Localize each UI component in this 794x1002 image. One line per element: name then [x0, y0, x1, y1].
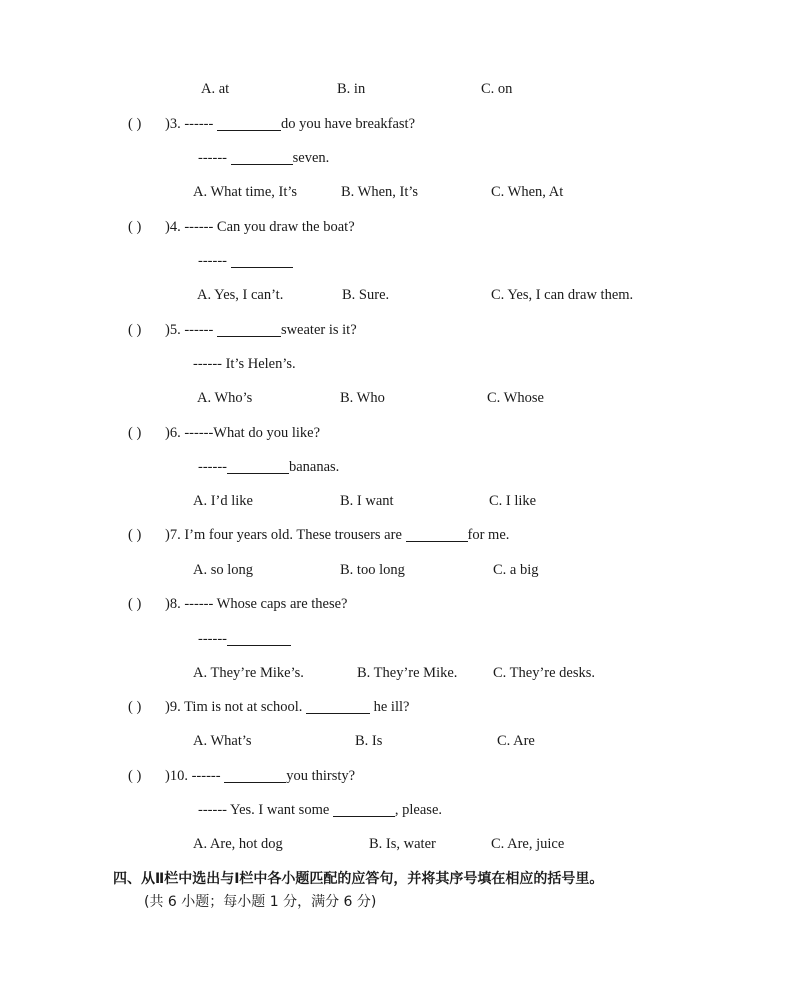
section-4-heading: 四、从Ⅱ栏中选出与Ⅰ栏中各小题匹配的应答句，并将其序号填在相应的括号里。 [113, 871, 604, 887]
q8-answer-bracket[interactable]: ( ) [128, 596, 142, 612]
q8-option-b: B. They’re Mike. [357, 665, 458, 681]
q6-reply [198, 458, 339, 476]
q9-answer-bracket[interactable]: ( ) [128, 699, 142, 715]
q10-reply-rest: , please. [394, 802, 443, 818]
q3-blank[interactable] [217, 116, 281, 131]
q5-reply: ------ It’s Helen’s. [193, 356, 296, 372]
q4-reply-blank[interactable] [231, 253, 293, 268]
q10-question [165, 767, 355, 785]
q5-number: )5. ------ [165, 322, 217, 338]
q10-option-b: B. Is, water [369, 836, 436, 852]
q9-option-c: C. Are [497, 733, 535, 749]
q8-question: )8. ------ Whose caps are these? [165, 596, 348, 612]
q9-option-b: B. Is [355, 733, 383, 749]
q3-question [165, 115, 415, 133]
q2-option-c: C. on [481, 81, 513, 97]
q4-answer-bracket[interactable]: ( ) [128, 219, 142, 235]
section-4-scoring-note: (共 6 小题；每小题 1 分，满分 6 分) [144, 894, 377, 910]
q5-question-rest: sweater is it? [280, 322, 357, 338]
q2-option-b: B. in [337, 81, 366, 97]
q7-option-b: B. too long [340, 562, 405, 578]
q8-option-c: C. They’re desks. [493, 665, 596, 681]
q6-answer-bracket[interactable]: ( ) [128, 425, 142, 441]
q7-question-rest: for me. [467, 527, 510, 543]
q7-option-a: A. so long [193, 562, 254, 578]
q7-option-c: C. a big [493, 562, 539, 578]
q3-number: )3. ------ [165, 116, 217, 132]
q10-answer-bracket[interactable]: ( ) [128, 768, 142, 784]
q10-reply-start: ------ Yes. I want some [198, 802, 333, 818]
q5-blank[interactable] [217, 322, 281, 337]
q5-answer-bracket[interactable]: ( ) [128, 322, 142, 338]
q8-reply-dash: ------ [198, 631, 227, 647]
q3-option-b: B. When, It’s [341, 184, 419, 200]
q8-option-a: A. They’re Mike’s. [193, 665, 304, 681]
q9-question-rest: he ill? [370, 699, 410, 715]
q2-option-a: A. at [201, 81, 230, 97]
q3-reply [198, 149, 329, 167]
q3-reply-rest: seven. [292, 150, 330, 166]
q4-reply-dash: ------ [198, 253, 231, 269]
q9-number: )9. Tim is not at school. [165, 699, 306, 715]
q3-reply-dash: ------ [198, 150, 231, 166]
q10-number: )10. ------ [165, 768, 225, 784]
q5-question [165, 321, 357, 339]
q3-option-a: A. What time, It’s [193, 184, 298, 200]
q10-reply-blank[interactable] [333, 802, 395, 817]
q7-question [165, 526, 509, 544]
q3-answer-bracket[interactable]: ( ) [128, 116, 142, 132]
q9-option-a: A. What’s [193, 733, 252, 749]
q3-option-c: C. When, At [491, 184, 564, 200]
q4-option-b: B. Sure. [342, 287, 390, 303]
q6-question: )6. ------What do you like? [165, 425, 321, 441]
q9-blank[interactable] [306, 699, 370, 714]
q6-option-c: C. I like [489, 493, 537, 509]
q7-number: )7. I’m four years old. These trousers are [165, 527, 406, 543]
q6-option-b: B. I want [340, 493, 394, 509]
q4-reply [198, 252, 293, 270]
q6-reply-rest: bananas. [288, 459, 340, 475]
q10-reply [198, 801, 442, 819]
q8-reply-blank[interactable] [227, 631, 291, 646]
q10-question-rest: you thirsty? [286, 768, 356, 784]
q6-reply-dash: ------ [198, 459, 227, 475]
q4-question: )4. ------ Can you draw the boat? [165, 219, 355, 235]
q7-blank[interactable] [406, 527, 468, 542]
q5-option-c: C. Whose [487, 390, 544, 406]
q10-option-a: A. Are, hot dog [193, 836, 283, 852]
q4-option-c: C. Yes, I can draw them. [491, 287, 634, 303]
q10-blank[interactable] [224, 768, 286, 783]
q5-option-a: A. Who’s [197, 390, 253, 406]
q6-reply-blank[interactable] [227, 459, 289, 474]
q6-option-a: A. I’d like [193, 493, 253, 509]
q7-answer-bracket[interactable]: ( ) [128, 527, 142, 543]
q4-option-a: A. Yes, I can’t. [197, 287, 284, 303]
q9-question [165, 698, 409, 716]
q3-question-rest: do you have breakfast? [280, 116, 416, 132]
q10-option-c: C. Are, juice [491, 836, 565, 852]
q8-reply [198, 630, 291, 648]
q3-reply-blank[interactable] [231, 150, 293, 165]
q5-option-b: B. Who [340, 390, 385, 406]
